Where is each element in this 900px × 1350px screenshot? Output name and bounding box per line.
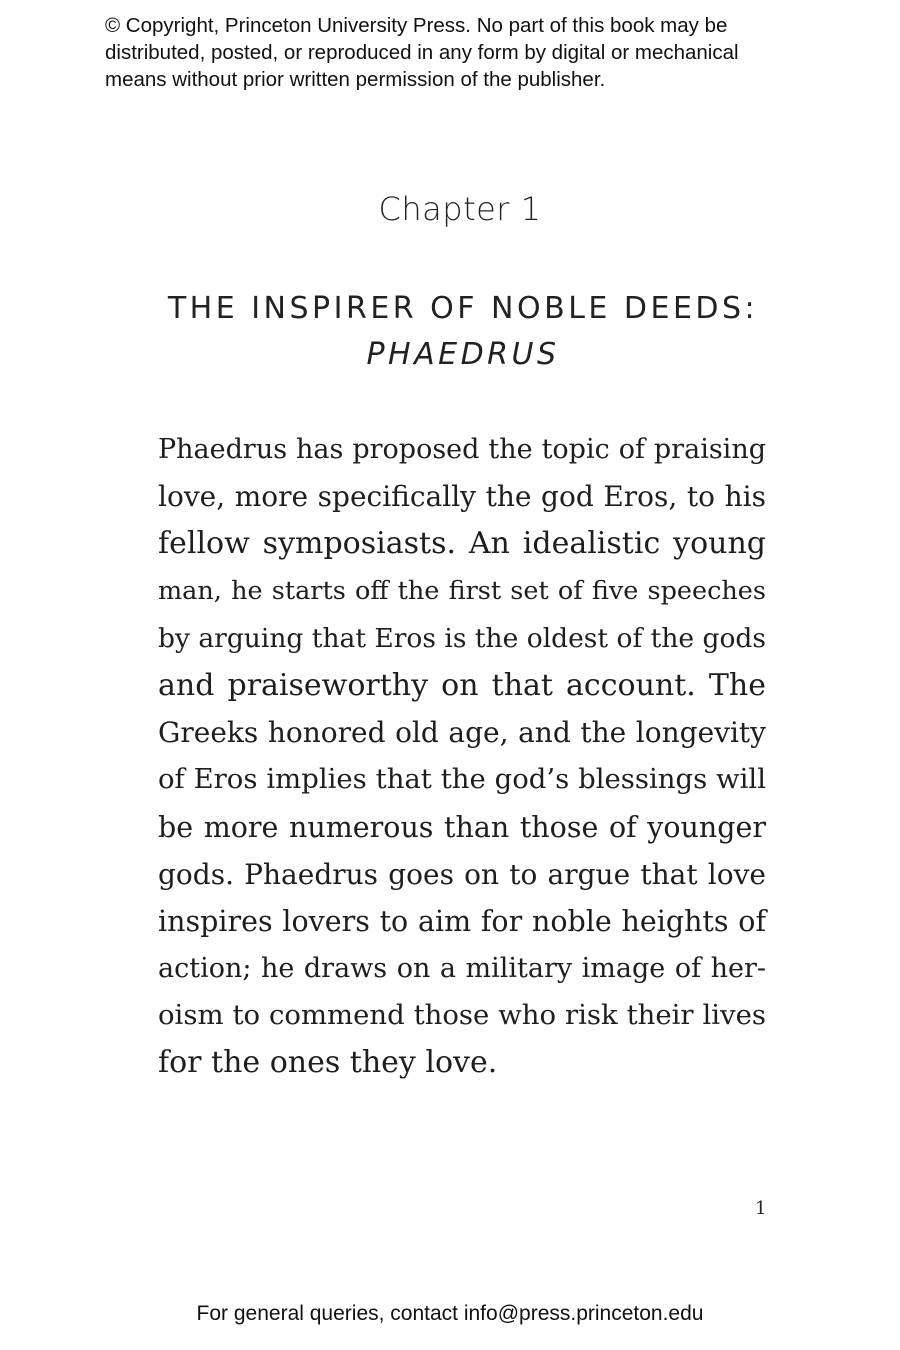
body-line: Phaedrus has proposed the topic of praising [158, 434, 766, 465]
body-line: of Eros implies that the god’s blessings will [158, 763, 766, 796]
footer-contact: For general queries, contact info@press.princeton.edu [196, 1302, 704, 1325]
body-line: man, he starts off the first set of five speeches [158, 575, 766, 606]
body-line: oism to commend those who risk their lives [158, 999, 766, 1032]
body-line: love, more specifically the god Eros, to his [158, 480, 766, 514]
body-line: be more numerous than those of younger [158, 810, 766, 844]
body-line: for the ones they love. [158, 1045, 498, 1081]
body-line: inspires lovers to aim for noble heights of [158, 904, 766, 938]
chapter-label: Chapter 1 [378, 190, 542, 228]
copyright-notice [105, 12, 825, 93]
body-line: gods. Phaedrus goes on to argue that love [158, 857, 766, 891]
copyright-line: means without prior written permission of the publisher. [105, 68, 606, 91]
copyright-line: distributed, posted, or reproduced in any form by digital or mechanical [105, 41, 739, 64]
chapter-title-line: THE INSPIRER OF NOBLE DEEDS: [167, 291, 759, 326]
body-line: Greeks honored old age, and the longevity [158, 716, 766, 750]
body-paragraph [158, 426, 766, 1087]
page-number: 1 [755, 1198, 767, 1219]
body-line: and praiseworthy on that account. The [158, 667, 766, 703]
chapter-title-subject: PHAEDRUS [366, 337, 560, 372]
body-line: fellow symposiasts. An idealistic young [158, 526, 766, 562]
body-line: action; he draws on a military image of her- [158, 953, 766, 985]
copyright-line: © Copyright, Princeton University Press. No part of this book may be [105, 14, 728, 37]
chapter-title [0, 286, 900, 378]
body-line: by arguing that Eros is the oldest of the gods [158, 622, 766, 654]
